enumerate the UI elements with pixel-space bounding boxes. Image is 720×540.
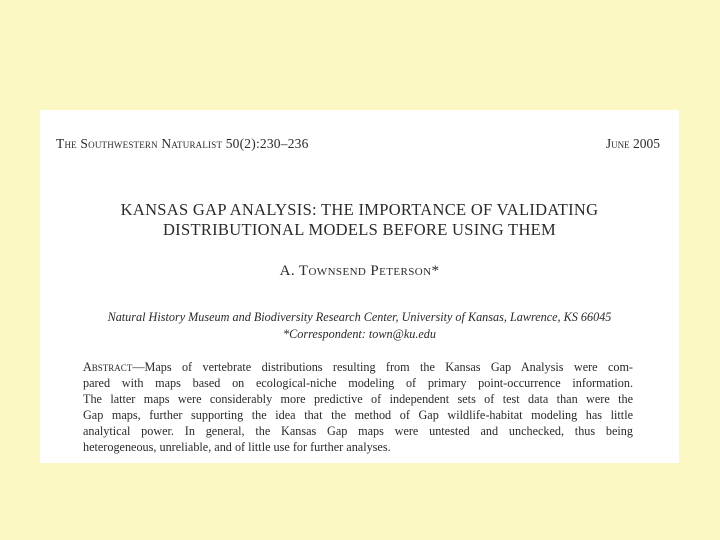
paper-title-line-1: KANSAS GAP ANALYSIS: THE IMPORTANCE OF VALIDATING: [120, 200, 599, 219]
author-affiliation: Natural History Museum and Biodiversity Research Center, University of Kansas, Lawrence, KS 66045: [107, 310, 612, 324]
abstract-line: Gap maps, further supporting the idea that the method of Gap wildlife-habitat modeling has little: [83, 408, 633, 422]
abstract: [83, 359, 633, 455]
abstract-line: pared with maps based on ecological-niche modeling of primary point-occurrence information.: [83, 376, 633, 390]
publication-date: June 2005: [605, 136, 660, 151]
abstract-line: analytical power. In general, the Kansas Gap maps were untested and unchecked, thus being: [83, 424, 633, 438]
journal-citation: The Southwestern Naturalist 50(2):230–236: [56, 136, 309, 151]
abstract-text: —Maps of vertebrate distributions resulting from the Kansas Gap Analysis were com-: [132, 360, 633, 374]
abstract-line: [83, 359, 633, 375]
abstract-line: heterogeneous, unreliable, and of little use for further analyses.: [83, 440, 391, 454]
paper-title-line-2: DISTRIBUTIONAL MODELS BEFORE USING THEM: [162, 220, 557, 239]
paper-page: [40, 110, 679, 463]
correspondent-email: *Correspondent: town@ku.edu: [283, 327, 436, 341]
abstract-line: The latter maps were considerably more predictive of independent sets of test data than were the: [83, 392, 633, 406]
author-name: A. Townsend Peterson*: [279, 263, 440, 279]
abstract-heading: Abstract: [83, 360, 133, 374]
